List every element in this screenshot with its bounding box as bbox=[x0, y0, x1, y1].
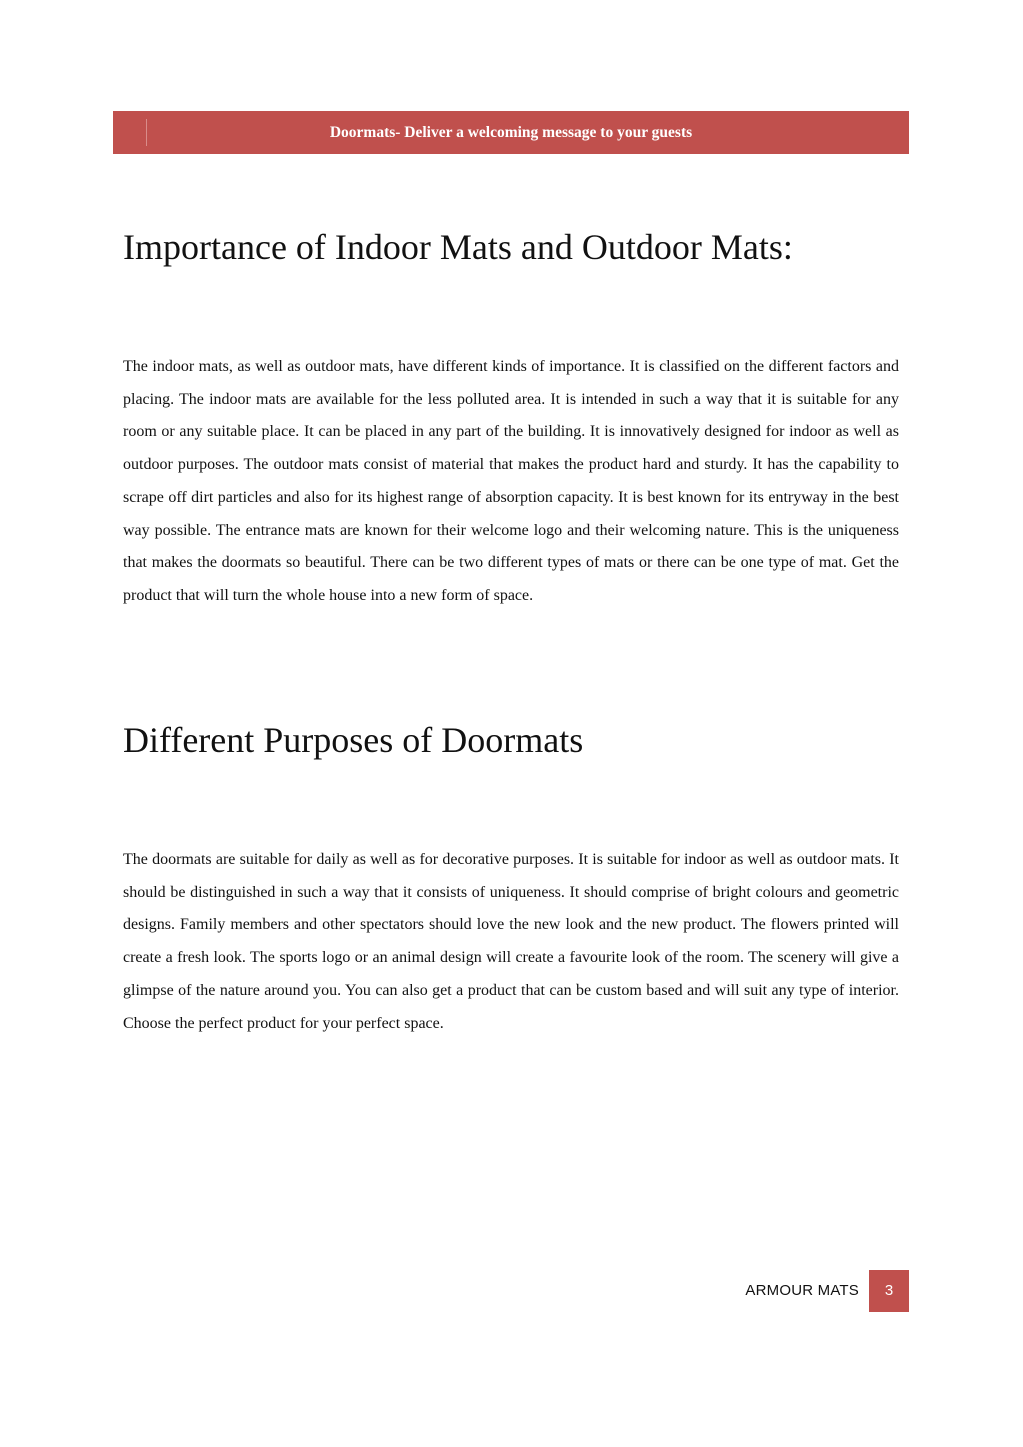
page-number: 3 bbox=[869, 1270, 909, 1312]
header-title: Doormats- Deliver a welcoming message to your guests bbox=[329, 124, 693, 141]
footer-company-name: ARMOUR MATS bbox=[745, 1282, 859, 1299]
header-band bbox=[113, 111, 909, 154]
section-heading-importance: Importance of Indoor Mats and Outdoor Mats: bbox=[123, 227, 793, 267]
section-body-purposes: The doormats are suitable for daily as well as for decorative purposes. It is suitable for indoor as well as outdoor mats. It should be distinguished in such a way that it consists of uniqueness. It should comprise of bright colours and geometric designs. Family members and other spectators should love the new look and the new product. The flowers printed will create a fresh look. The sports logo or an animal design will create a favourite look of the room. The scenery will give a glimpse of the nature around you. You can also get a product that can be custom based and will suit any type of interior. Choose the perfect product for your perfect space. bbox=[123, 851, 899, 1032]
section-heading-purposes: Different Purposes of Doormats bbox=[123, 720, 584, 760]
section-body-importance: The indoor mats, as well as outdoor mats, have different kinds of importance. It is classified on the different factors and placing. The indoor mats are available for the less polluted area. It is intended in such a way that it is suitable for any room or any suitable place. It can be placed in any part of the building. It is innovatively designed for indoor as well as outdoor purposes. The outdoor mats consist of material that makes the product hard and sturdy. It has the capability to scrape off dirt particles and also for its highest range of absorption capacity. It is best known for its entryway in the best way possible. The entrance mats are known for their welcome logo and their welcoming nature. This is the uniqueness that makes the doormats so beautiful. There can be two different types of mats or there can be one type of mat. Get the product that will turn the whole house into a new form of space. bbox=[123, 358, 899, 604]
